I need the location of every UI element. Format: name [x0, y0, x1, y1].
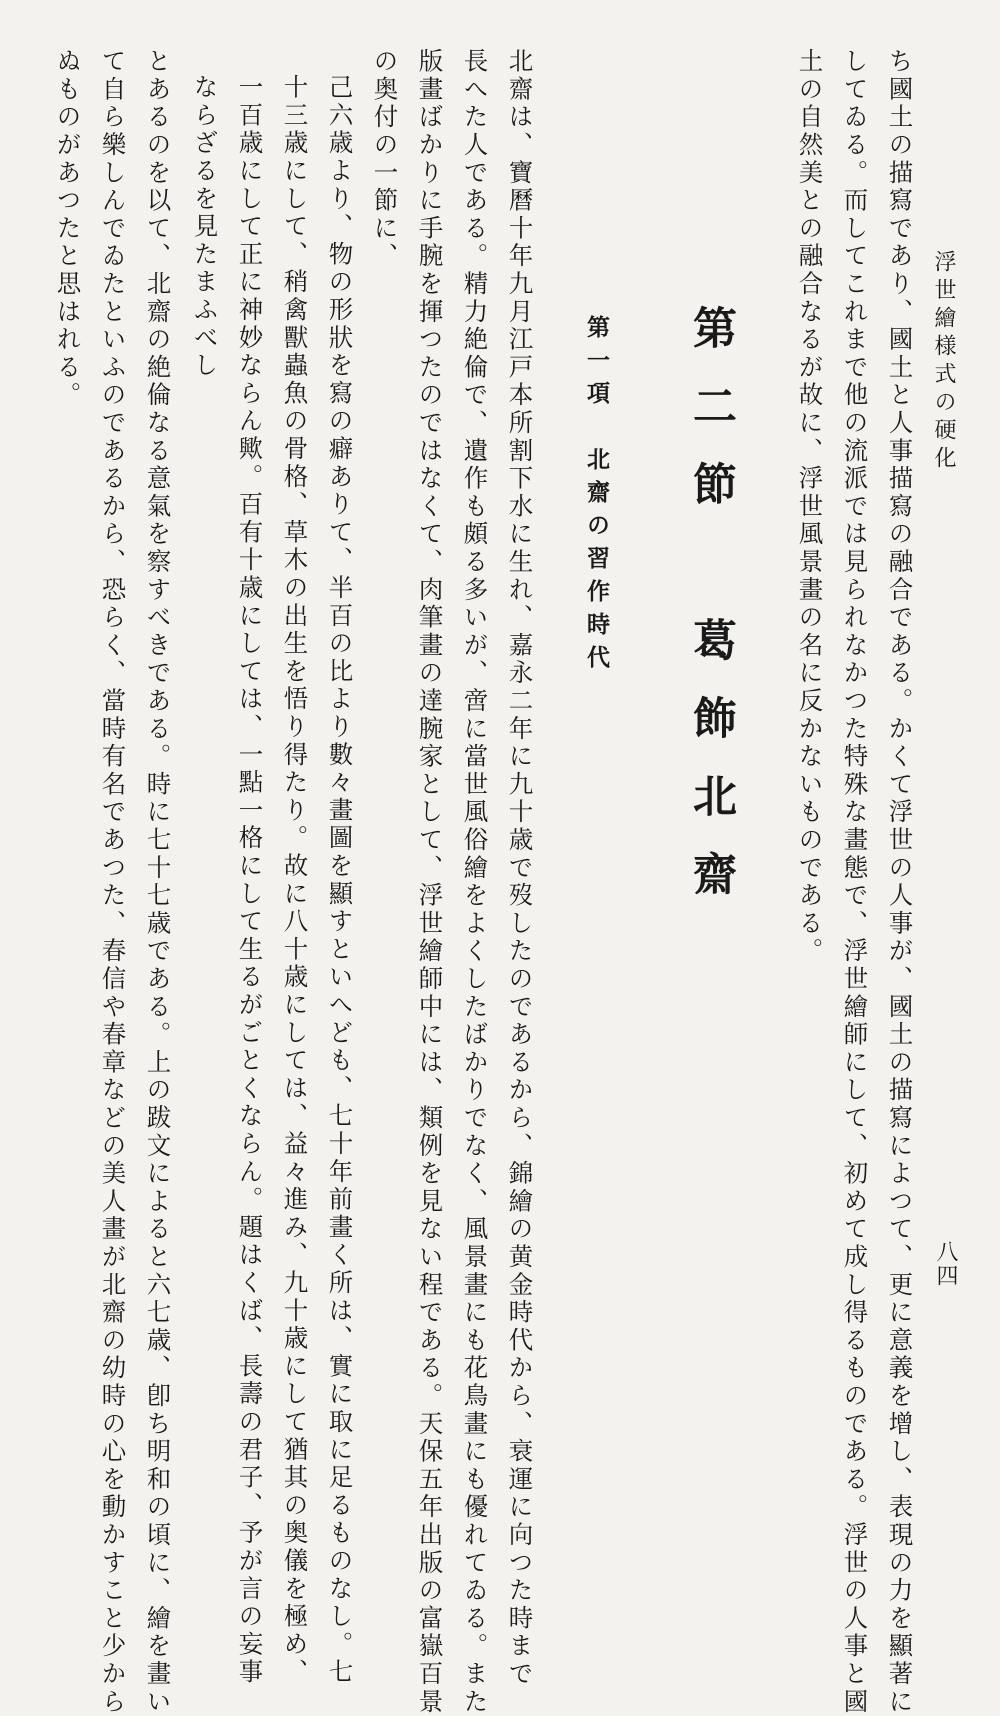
text-line: ち國土の描寫であり、國土と人事描寫の融合である。かくて浮世の人事が、國土の描寫によつて、更に意義を增し、表現の力を顯著に	[885, 48, 915, 1716]
text-line: の奥付の一節に、	[370, 48, 400, 271]
text-line: ぬものがあつたと思はれる。	[53, 48, 83, 410]
text-line: してゐる。而してこれまで他の流派では見られなかつた特殊な畫態で、浮世繪師にして、初めて成し得るものである。浮世の人事と國	[840, 48, 870, 1716]
text-line: て自ら樂しんでゐたといふのであるから、恐らく、當時有名であつた、春信や春章などの美人畫が北齋の幼時の心を動かすこと少から	[98, 48, 128, 1716]
subsection-title: 第一項 北齋の習作時代	[583, 315, 610, 678]
text-line: 土の自然美との融合なるが故に、浮世風景畫の名に反かないものである。	[795, 48, 825, 966]
text-line: 北齋は、寶曆十年九月江戸本所割下水に生れ、嘉永二年に九十歳で歿したのであるから、錦繪の黄金時代から、衰運に向つた時まで	[505, 48, 535, 1689]
text-line: とあるのを以て、北齋の絶倫なる意氣を察すべきである。時に七十七歳である。上の跋文によると六七歳、卽ち明和の頃に、繪を畫い	[143, 48, 173, 1716]
section-title: 第二節 葛飾北齋	[685, 305, 736, 929]
running-header: 浮世繪様式の硬化	[931, 250, 956, 474]
quote-line: 己六歳より、物の形狀を寫の癖ありて、半百の比より數々畫圖を顯すといへども、七十年前畫く所は、實に取に足るものなし。七	[325, 74, 355, 1687]
quote-line: 一百歳にして正に神妙ならん歟。百有十歳にしては、一點一格にして生るがごとくならん。題はくば、長壽の君子、予が言の妄事	[235, 74, 265, 1687]
text-line: 長へた人である。精力絶倫で、遺作も頗る多いが、啻に當世風俗繪をよくしたばかりでなく、風景畫にも花鳥畫にも優れてゐる。また	[460, 48, 490, 1716]
quote-line: ならざるを見たまふべし	[190, 74, 220, 380]
quote-line: 十三歳にして、稍禽獸蟲魚の骨格、草木の出生を悟り得たり。故に八十歳にしては、益々進み、九十歳にして猶其の奥儀を極め、	[280, 74, 310, 1687]
page-number: 八四	[933, 1240, 958, 1288]
text-line: 版畫ばかりに手腕を揮つたのではなくて、肉筆畫の達腕家として、浮世繪師中には、類例を見ない程である。天保五年出版の富嶽百景	[415, 48, 445, 1716]
